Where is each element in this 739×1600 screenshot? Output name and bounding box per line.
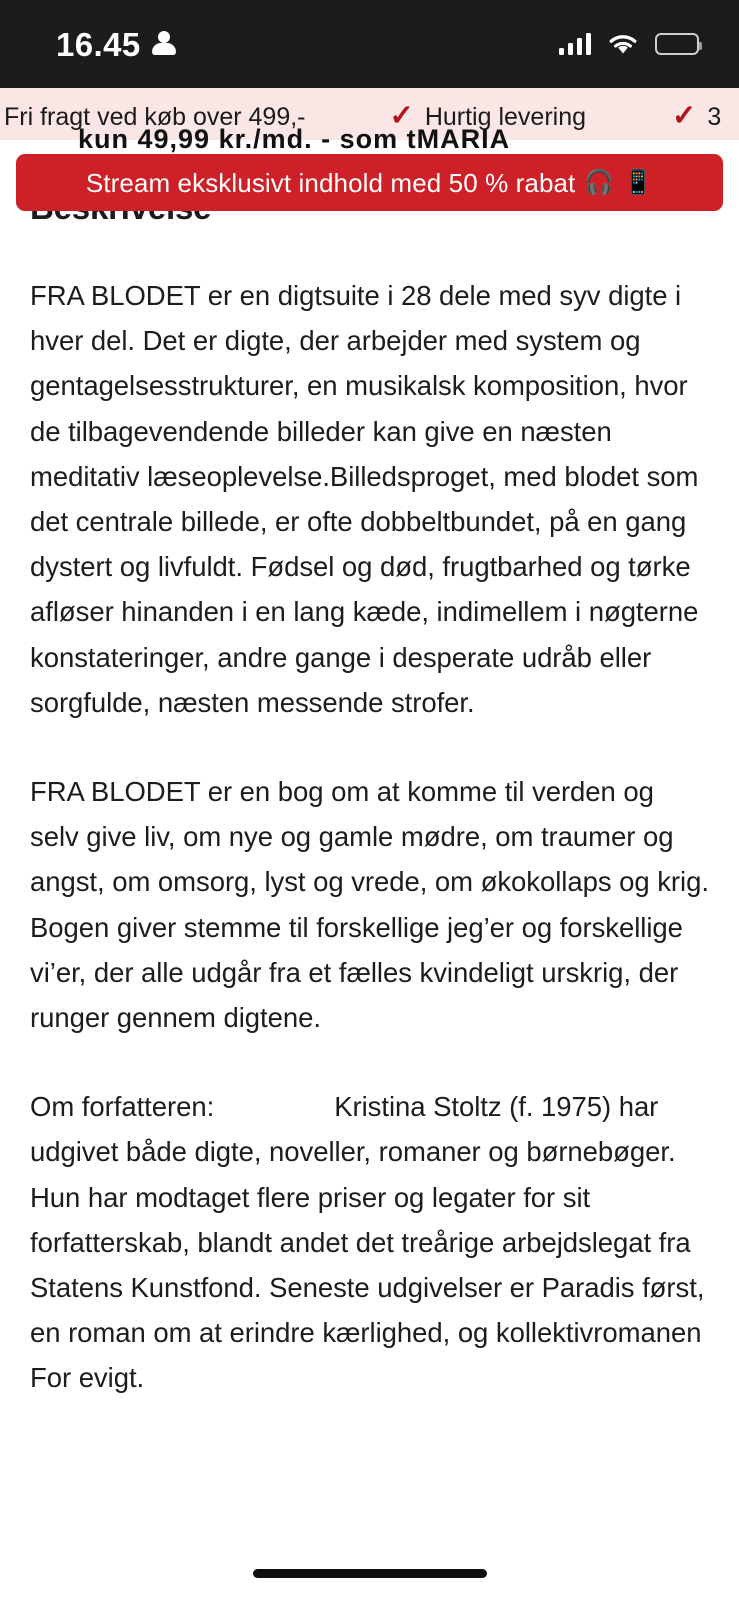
usp-label: Hurtig levering — [424, 102, 587, 131]
promo-banner-label: Stream eksklusivt indhold med 50 % rabat — [85, 167, 576, 198]
check-icon: ✓ — [389, 99, 414, 132]
status-bar-left — [56, 25, 176, 63]
author-paragraph — [30, 1084, 709, 1400]
description-paragraph-2: FRA BLODET er en bog om at komme til verden og selv give liv, om nye og gamle mødre, om traumer og angst, om omsorg, lyst og vrede, om økokollaps og krig. Bogen giver stemme til forskellige jeg’er og forskellige vi’er, der alle udgår fra et fælles kvindeligt urskrig, der runger gennem digtene. — [30, 776, 709, 1034]
usp-item-returns — [586, 99, 722, 132]
battery-icon — [655, 33, 699, 55]
status-bar-right — [559, 33, 700, 55]
author-label: Om forfatteren: — [30, 1091, 215, 1123]
usp-label: 3 — [707, 102, 722, 131]
status-bar — [0, 0, 739, 88]
status-bar-clock: 16.45 — [56, 25, 141, 63]
home-indicator[interactable] — [253, 1569, 487, 1578]
cellular-signal-icon — [559, 33, 592, 55]
author-text: Kristina Stoltz (f. 1975) har udgivet både digte, noveller, romaner og børnebøger. Hun har modtaget flere priser og legater for sit forfatterskab, blandt andet det treårige arbejdslegat fra Statens Kunstfond. Seneste udgivelser er Paradis først, en roman om at erindre kærlighed, og kollektivromanen For evigt. — [30, 1091, 705, 1394]
description-section — [0, 189, 739, 1401]
person-icon — [152, 31, 176, 57]
promo-banner[interactable] — [16, 154, 723, 211]
mobile-phone-icon: 📱 — [623, 168, 654, 196]
obscured-text: kun 49,99 kr./md. - som tMARIA — [78, 124, 511, 154]
usp-label: Fri fragt ved køb over 499,- — [4, 102, 306, 131]
headphones-icon: 🎧 — [584, 168, 615, 196]
check-icon: ✓ — [672, 99, 697, 132]
description-paragraph-1: FRA BLODET er en digtsuite i 28 dele med syv digte i hver del. Det er digte, der arbejder med system og gentagelsesstrukturer, en musikalsk komposition, hvor de tilbagevendende billeder kan give en næsten meditativ læseoplevelse.Billedsproget, med blodet som det centrale billede, er ofte dobbeltbundet, på en gang dystert og livfuldt. Fødsel og død, frugtbarhed og tørke afløser hinanden i en lang kæde, indimellem i nøgterne konstateringer, andre gange i desperate udråb eller sorgfulde, næsten messende strofer. — [30, 280, 699, 718]
wifi-icon — [608, 33, 638, 55]
